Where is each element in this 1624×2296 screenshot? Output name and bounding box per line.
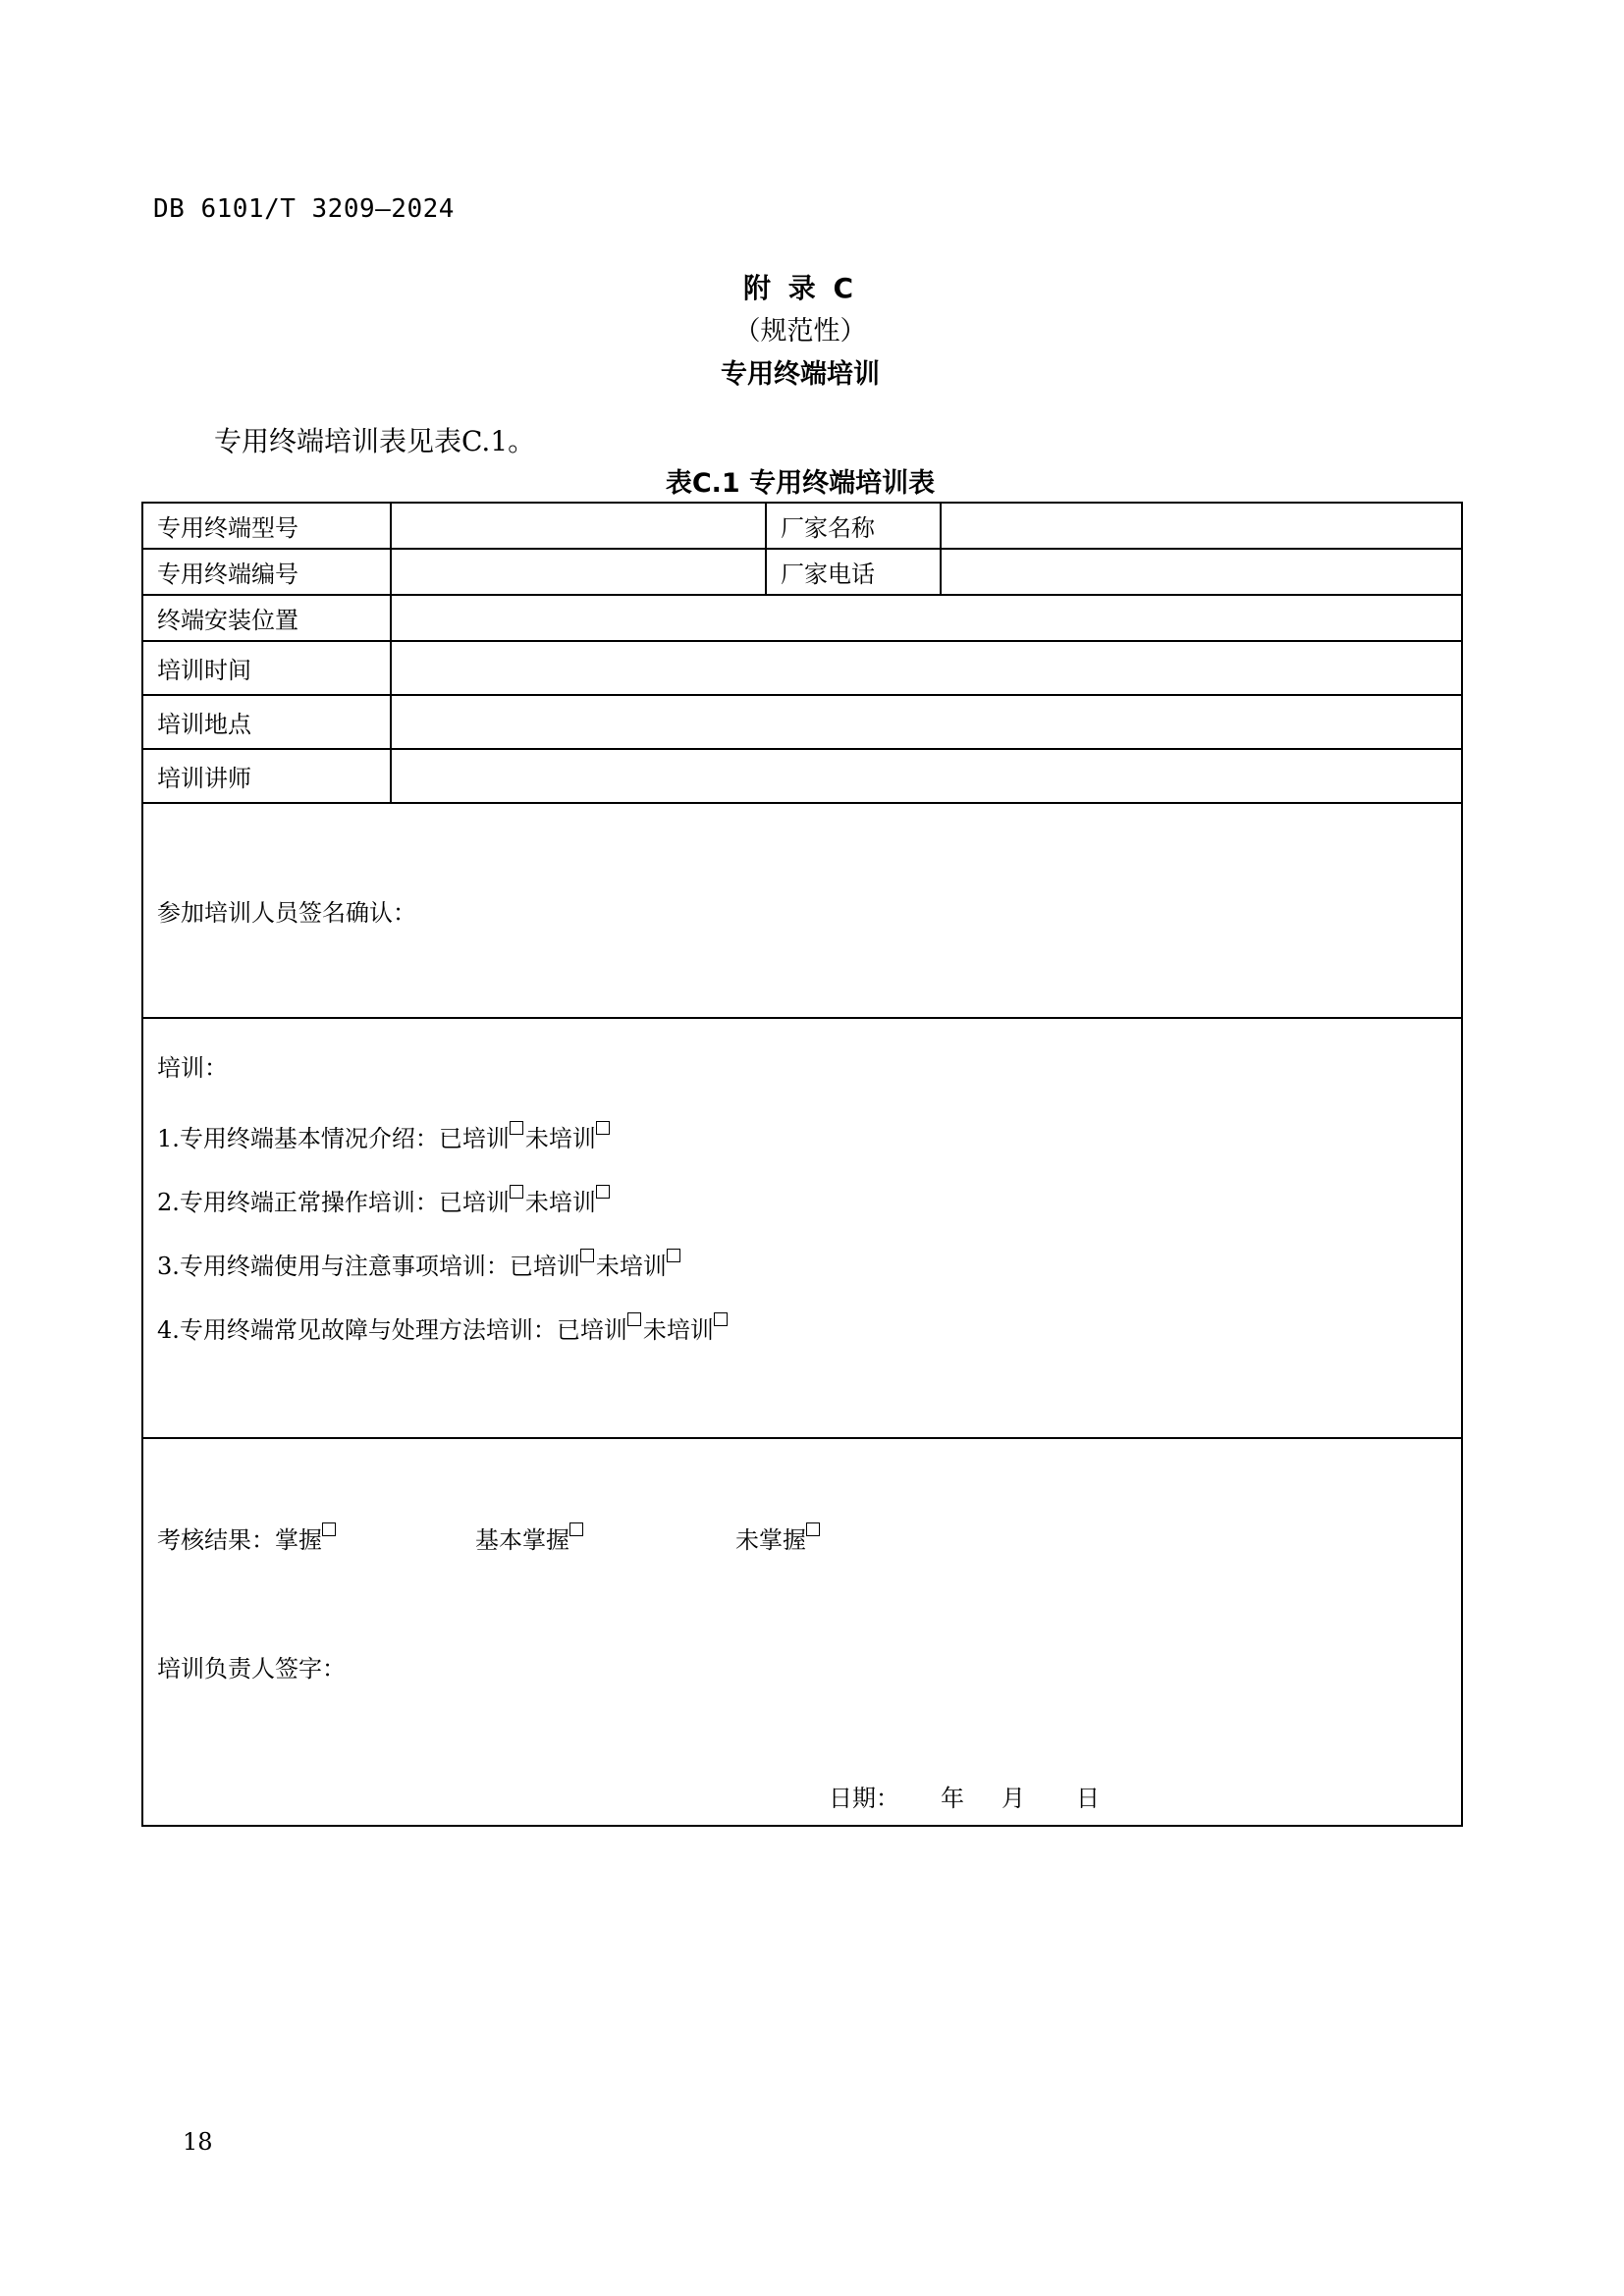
vendor-phone-label: 厂家电话 bbox=[766, 549, 941, 595]
training-item-4: 4.专用终端常见故障与处理方法培训：已培训 未培训 bbox=[157, 1310, 730, 1345]
table-row bbox=[142, 749, 1462, 803]
responsible-signature-label: 培训负责人签字： bbox=[157, 1655, 346, 1682]
basic-mastered-checkbox[interactable] bbox=[569, 1522, 583, 1536]
terminal-number-field[interactable] bbox=[391, 549, 766, 595]
date-year: 年 bbox=[941, 1785, 964, 1812]
table-row bbox=[142, 595, 1462, 641]
table-row bbox=[142, 803, 1462, 1018]
intro-paragraph: 专用终端培训表见表C.1。 bbox=[214, 425, 536, 457]
training-place-field[interactable] bbox=[391, 695, 1462, 749]
table-row bbox=[142, 1438, 1462, 1826]
vendor-name-label: 厂家名称 bbox=[766, 503, 941, 549]
date-day: 日 bbox=[1076, 1785, 1100, 1812]
date-month: 月 bbox=[1001, 1785, 1025, 1812]
page-number: 18 bbox=[183, 2128, 213, 2156]
training-time-label: 培训时间 bbox=[142, 641, 391, 695]
trained-checkbox-1[interactable] bbox=[510, 1121, 523, 1135]
table-row bbox=[142, 1018, 1462, 1438]
appendix-nature: （规范性） bbox=[733, 316, 867, 347]
assessment-not-mastered: 未掌握 bbox=[735, 1521, 822, 1555]
not-trained-checkbox-3[interactable] bbox=[667, 1249, 680, 1262]
training-time-field[interactable] bbox=[391, 641, 1462, 695]
terminal-model-label: 专用终端型号 bbox=[142, 503, 391, 549]
not-trained-checkbox-1[interactable] bbox=[596, 1121, 610, 1135]
mastered-checkbox[interactable] bbox=[322, 1522, 336, 1536]
document-code-header: DB 6101/T 3209—2024 bbox=[153, 194, 455, 224]
not-mastered-checkbox[interactable] bbox=[806, 1522, 820, 1536]
terminal-number-label: 专用终端编号 bbox=[142, 549, 391, 595]
install-location-field[interactable] bbox=[391, 595, 1462, 641]
trained-checkbox-2[interactable] bbox=[510, 1185, 523, 1199]
vendor-name-field[interactable] bbox=[941, 503, 1462, 549]
assessment-area bbox=[142, 1438, 1462, 1826]
trainer-label: 培训讲师 bbox=[142, 749, 391, 803]
appendix-subject: 专用终端培训 bbox=[721, 359, 880, 390]
install-location-label: 终端安装位置 bbox=[142, 595, 391, 641]
training-place-label: 培训地点 bbox=[142, 695, 391, 749]
training-content-area bbox=[142, 1018, 1462, 1438]
assessment-mastered: 考核结果：掌握 bbox=[157, 1521, 338, 1555]
not-trained-checkbox-2[interactable] bbox=[596, 1185, 610, 1199]
vendor-phone-field[interactable] bbox=[941, 549, 1462, 595]
trained-checkbox-3[interactable] bbox=[580, 1249, 594, 1262]
table-caption: 表C.1 专用终端培训表 bbox=[665, 468, 936, 499]
appendix-title: 附 录 C bbox=[742, 272, 858, 304]
training-item-3: 3.专用终端使用与注意事项培训：已培训 未培训 bbox=[157, 1247, 682, 1281]
attendee-signature-label: 参加培训人员签名确认： bbox=[157, 899, 416, 927]
date-label: 日期： bbox=[829, 1785, 899, 1812]
training-item-2: 2.专用终端正常操作培训：已培训 未培训 bbox=[157, 1183, 612, 1217]
training-heading: 培训： bbox=[157, 1054, 228, 1082]
assessment-basic: 基本掌握 bbox=[475, 1521, 585, 1555]
table-row bbox=[142, 503, 1462, 549]
attendee-signature-area[interactable] bbox=[142, 803, 1462, 1018]
trained-checkbox-4[interactable] bbox=[627, 1312, 641, 1326]
trainer-field[interactable] bbox=[391, 749, 1462, 803]
table-row bbox=[142, 549, 1462, 595]
table-row bbox=[142, 641, 1462, 695]
training-form-table bbox=[141, 502, 1463, 1827]
terminal-model-field[interactable] bbox=[391, 503, 766, 549]
table-row bbox=[142, 695, 1462, 749]
training-item-1: 1.专用终端基本情况介绍：已培训 未培训 bbox=[157, 1119, 612, 1153]
not-trained-checkbox-4[interactable] bbox=[714, 1312, 728, 1326]
